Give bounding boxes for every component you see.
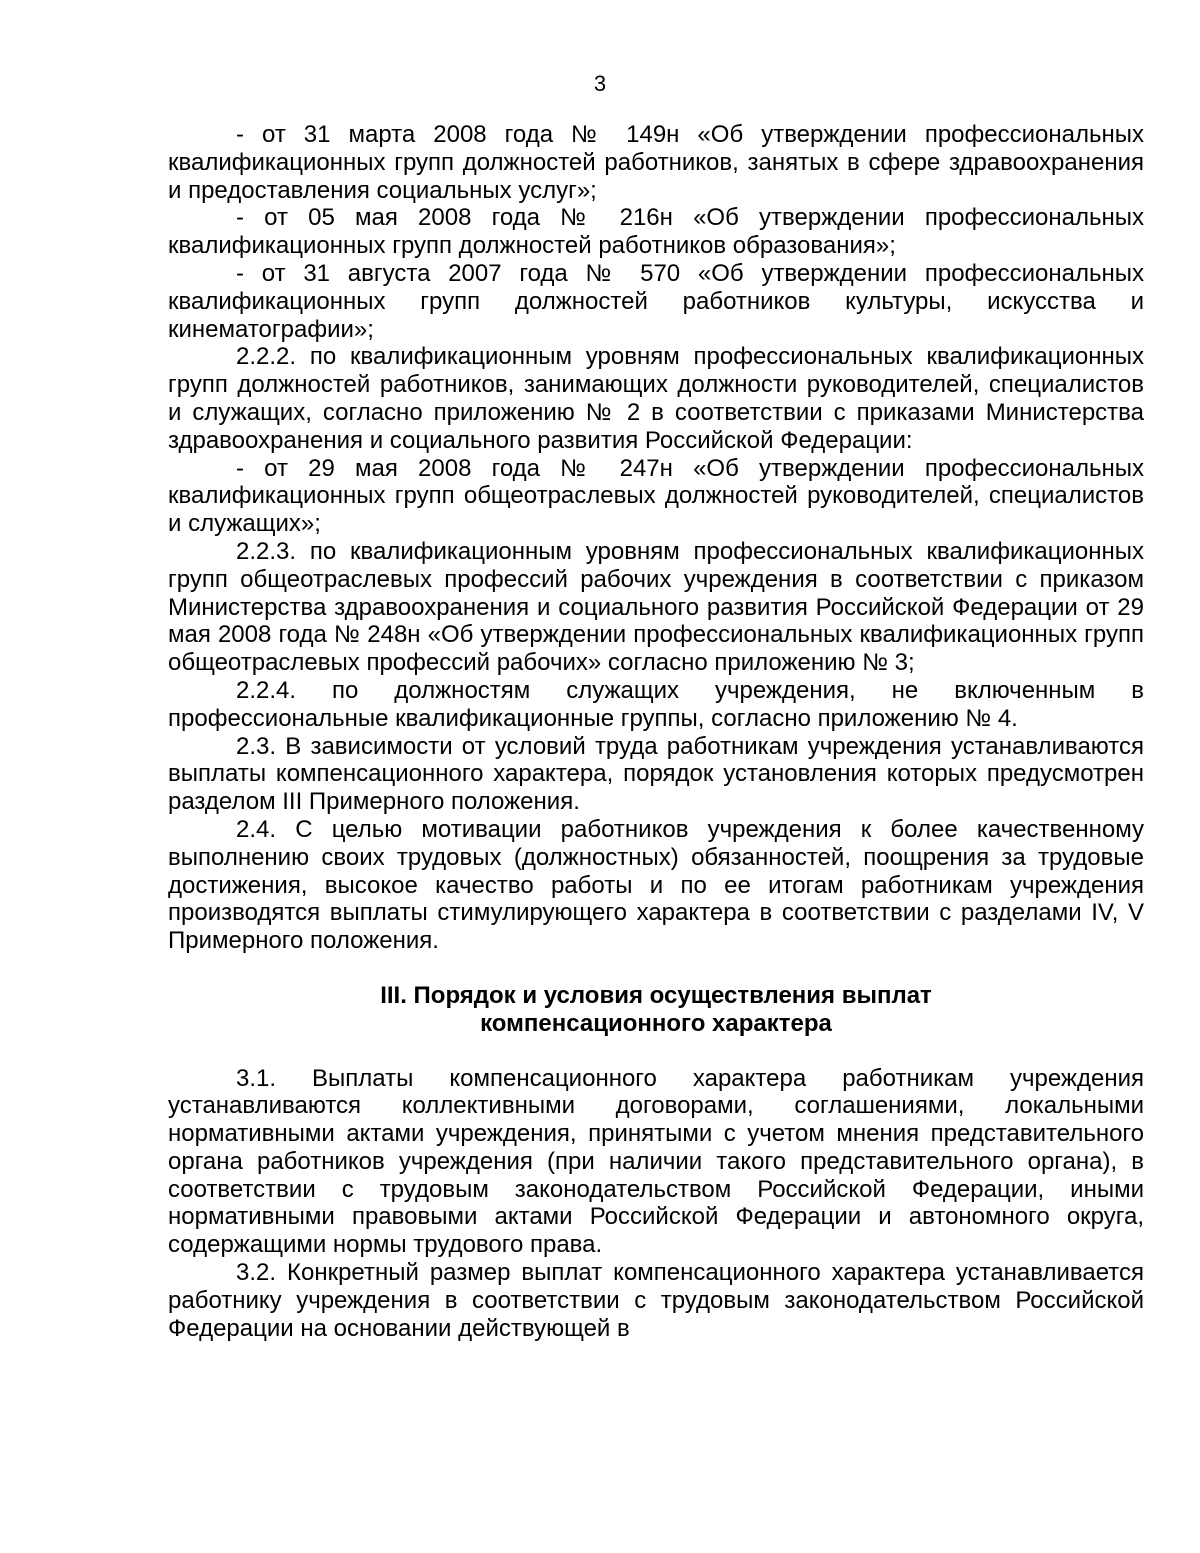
paragraph-order-149n: - от 31 марта 2008 года № 149н «Об утверждении профессиональных квалификационных групп должностей работников, занятых в сфере здравоохранения и предоставления социальных услуг»;	[168, 121, 1144, 204]
paragraph-order-216n: - от 05 мая 2008 года № 216н «Об утверждении профессиональных квалификационных групп должностей работников образования»;	[168, 204, 1144, 260]
paragraph-2-4: 2.4. С целью мотивации работников учреждения к более качественному выполнению своих трудовых (должностных) обязанностей, поощрения за трудовые достижения, высокое качество работы и по ее итогам работникам учреждения производятся выплаты стимулирующего характера в соответствии с разделами IV, V Примерного положения.	[168, 815, 1144, 955]
paragraph-order-570: - от 31 августа 2007 года № 570 «Об утверждении профессиональных квалификационных групп должностей работников культуры, искусства и кинематографии»;	[168, 259, 1144, 343]
section-heading	[168, 982, 1144, 1038]
paragraph-2-3: 2.3. В зависимости от условий труда работникам учреждения устанавливаются выплаты компенсационного характера, порядок установления которых предусмотрен разделом III Примерного положения.	[168, 732, 1144, 816]
section-heading-line2: компенсационного характера	[480, 1009, 832, 1037]
paragraph-2-2-2: 2.2.2. по квалификационным уровням профессиональных квалификационных групп должностей работников, занимающих должности руководителей, специалистов и служащих, согласно приложению № 2 в соответствии с приказами Министерства здравоохранения и социального развития Российской Федерации:	[168, 343, 1144, 454]
paragraph-3-1: 3.1. Выплаты компенсационного характера работникам учреждения устанавливаются коллективными договорами, соглашениями, локальными нормативными актами учреждения, принятыми с учетом мнения представительного органа работников учреждения (при наличии такого представительного органа), в соответствии с трудовым законодательством Российской Федерации, иными нормативными правовыми актами Российской Федерации и автономного округа, содержащими нормы трудового права.	[168, 1064, 1144, 1259]
document-body	[168, 121, 1144, 1342]
paragraph-order-247n: - от 29 мая 2008 года № 247н «Об утверждении профессиональных квалификационных групп общеотраслевых должностей руководителей, специалистов и служащих»;	[168, 454, 1144, 538]
paragraph-2-2-4: 2.2.4. по должностям служащих учреждения, не включенным в профессиональные квалификационные группы, согласно приложению № 4.	[168, 676, 1144, 732]
paragraph-2-2-3: 2.2.3. по квалификационным уровням профессиональных квалификационных групп общеотраслевых профессий рабочих учреждения в соответствии с приказом Министерства здравоохранения и социального развития Российской Федерации от 29 мая 2008 года № 248н «Об утверждении профессиональных квалификационных групп общеотраслевых профессий рабочих» согласно приложению № 3;	[168, 537, 1144, 677]
paragraph-3-2: 3.2. Конкретный размер выплат компенсационного характера устанавливается работнику учреждения в соответствии с трудовым законодательством Российской Федерации на основании действующей в	[168, 1259, 1144, 1342]
section-heading-line1: III. Порядок и условия осуществления выплат	[380, 981, 932, 1009]
page-number: 3	[593, 71, 607, 96]
